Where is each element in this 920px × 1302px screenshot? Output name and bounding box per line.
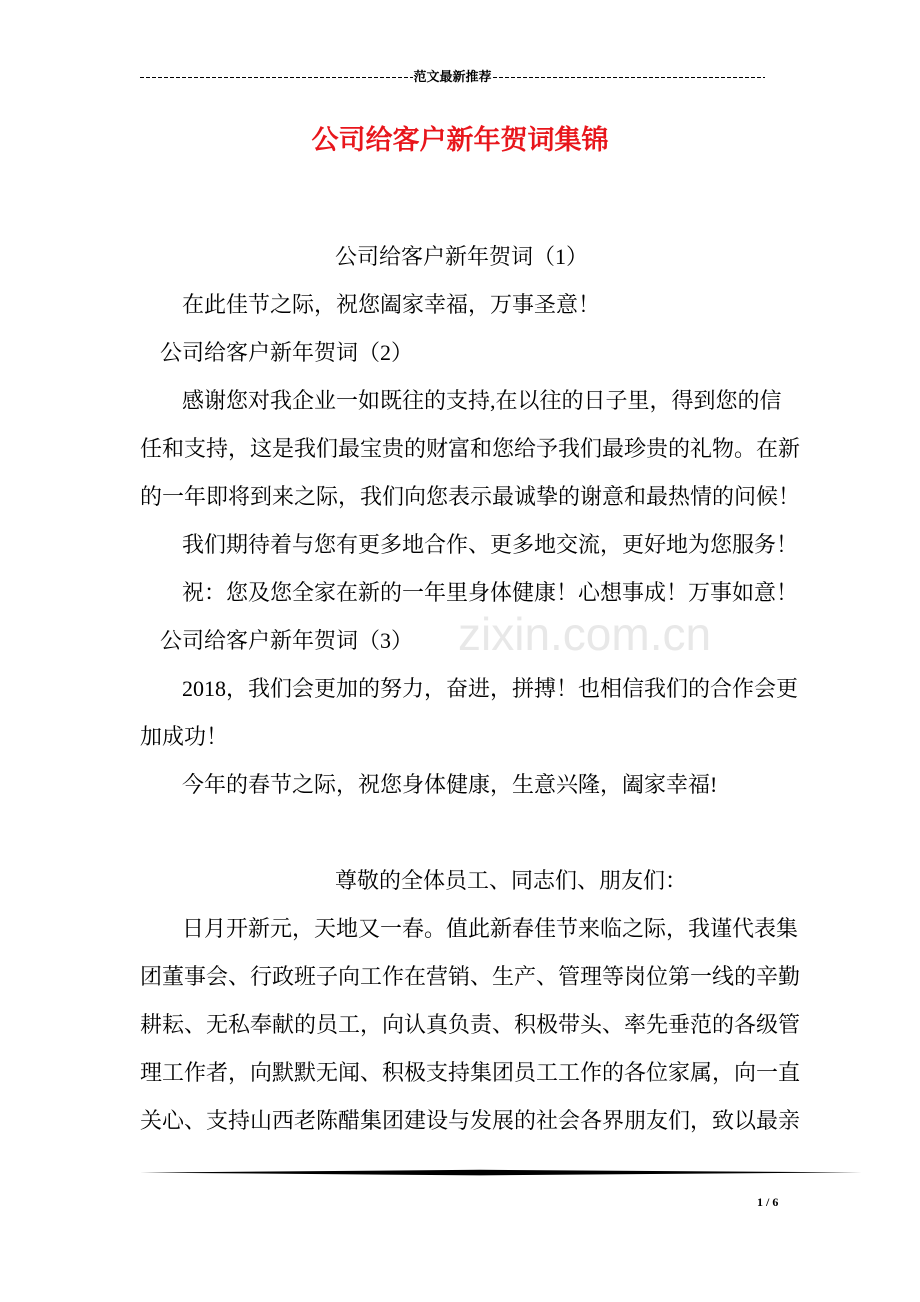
paragraph-line: 2018，我们会更加的努力，奋进，拼搏！也相信我们的合作会更 <box>182 676 799 701</box>
header-label: 范文最新推荐 <box>413 69 492 84</box>
paragraph-line: 今年的春节之际，祝您身体健康，生意兴隆，阖家幸福! <box>182 772 718 797</box>
page-header <box>140 69 765 85</box>
blank-line <box>0 809 920 857</box>
paragraph-line: 感谢您对我企业一如既往的支持,在以往的日子里，得到您的信 <box>182 388 782 413</box>
paragraph-line: 的一年即将到来之际，我们向您表示最诚挚的谢意和最热情的问候！ <box>140 484 801 509</box>
section-heading: 公司给客户新年贺词（1） <box>335 244 589 269</box>
paragraph-line: 关心、支持山西老陈醋集团建设与发展的社会各界朋友们，致以最亲 <box>140 1108 801 1133</box>
document-body <box>0 233 920 1145</box>
header-rule-left <box>140 77 413 78</box>
paragraph-line: 祝：您及您全家在新的一年里身体健康！心想事成！万事如意！ <box>182 580 799 605</box>
paragraph-line: 加成功！ <box>140 724 229 749</box>
paragraph-line: 耕耘、无私奉献的员工，向认真负责、积极带头、率先垂范的各级管 <box>140 1012 801 1037</box>
section-heading: 公司给客户新年贺词（3） <box>160 628 414 653</box>
header-rule-right <box>493 77 766 78</box>
paragraph-line: 我们期待着与您有更多地合作、更多地交流，更好地为您服务！ <box>182 532 799 557</box>
section-heading: 公司给客户新年贺词（2） <box>160 340 414 365</box>
paragraph-line: 日月开新元，天地又一春。值此新春佳节来临之际，我谨代表集 <box>182 916 799 941</box>
paragraph-line: 任和支持，这是我们最宝贵的财富和您给予我们最珍贵的礼物。在新 <box>140 436 801 461</box>
letter-salutation: 尊敬的全体员工、同志们、朋友们： <box>335 868 688 893</box>
paragraph-line: 理工作者，向默默无闻、积极支持集团员工工作的各位家属，向一直 <box>140 1060 801 1085</box>
watermark: zixin.com.cn <box>458 608 712 660</box>
document-title: 公司给客户新年贺词集锦 <box>311 125 609 155</box>
paragraph-line: 在此佳节之际，祝您阖家幸福，万事圣意！ <box>182 292 601 317</box>
page-number: 1 / 6 <box>757 1195 779 1209</box>
paragraph-line: 团董事会、行政班子向工作在营销、生产、管理等岗位第一线的辛勤 <box>140 964 801 989</box>
